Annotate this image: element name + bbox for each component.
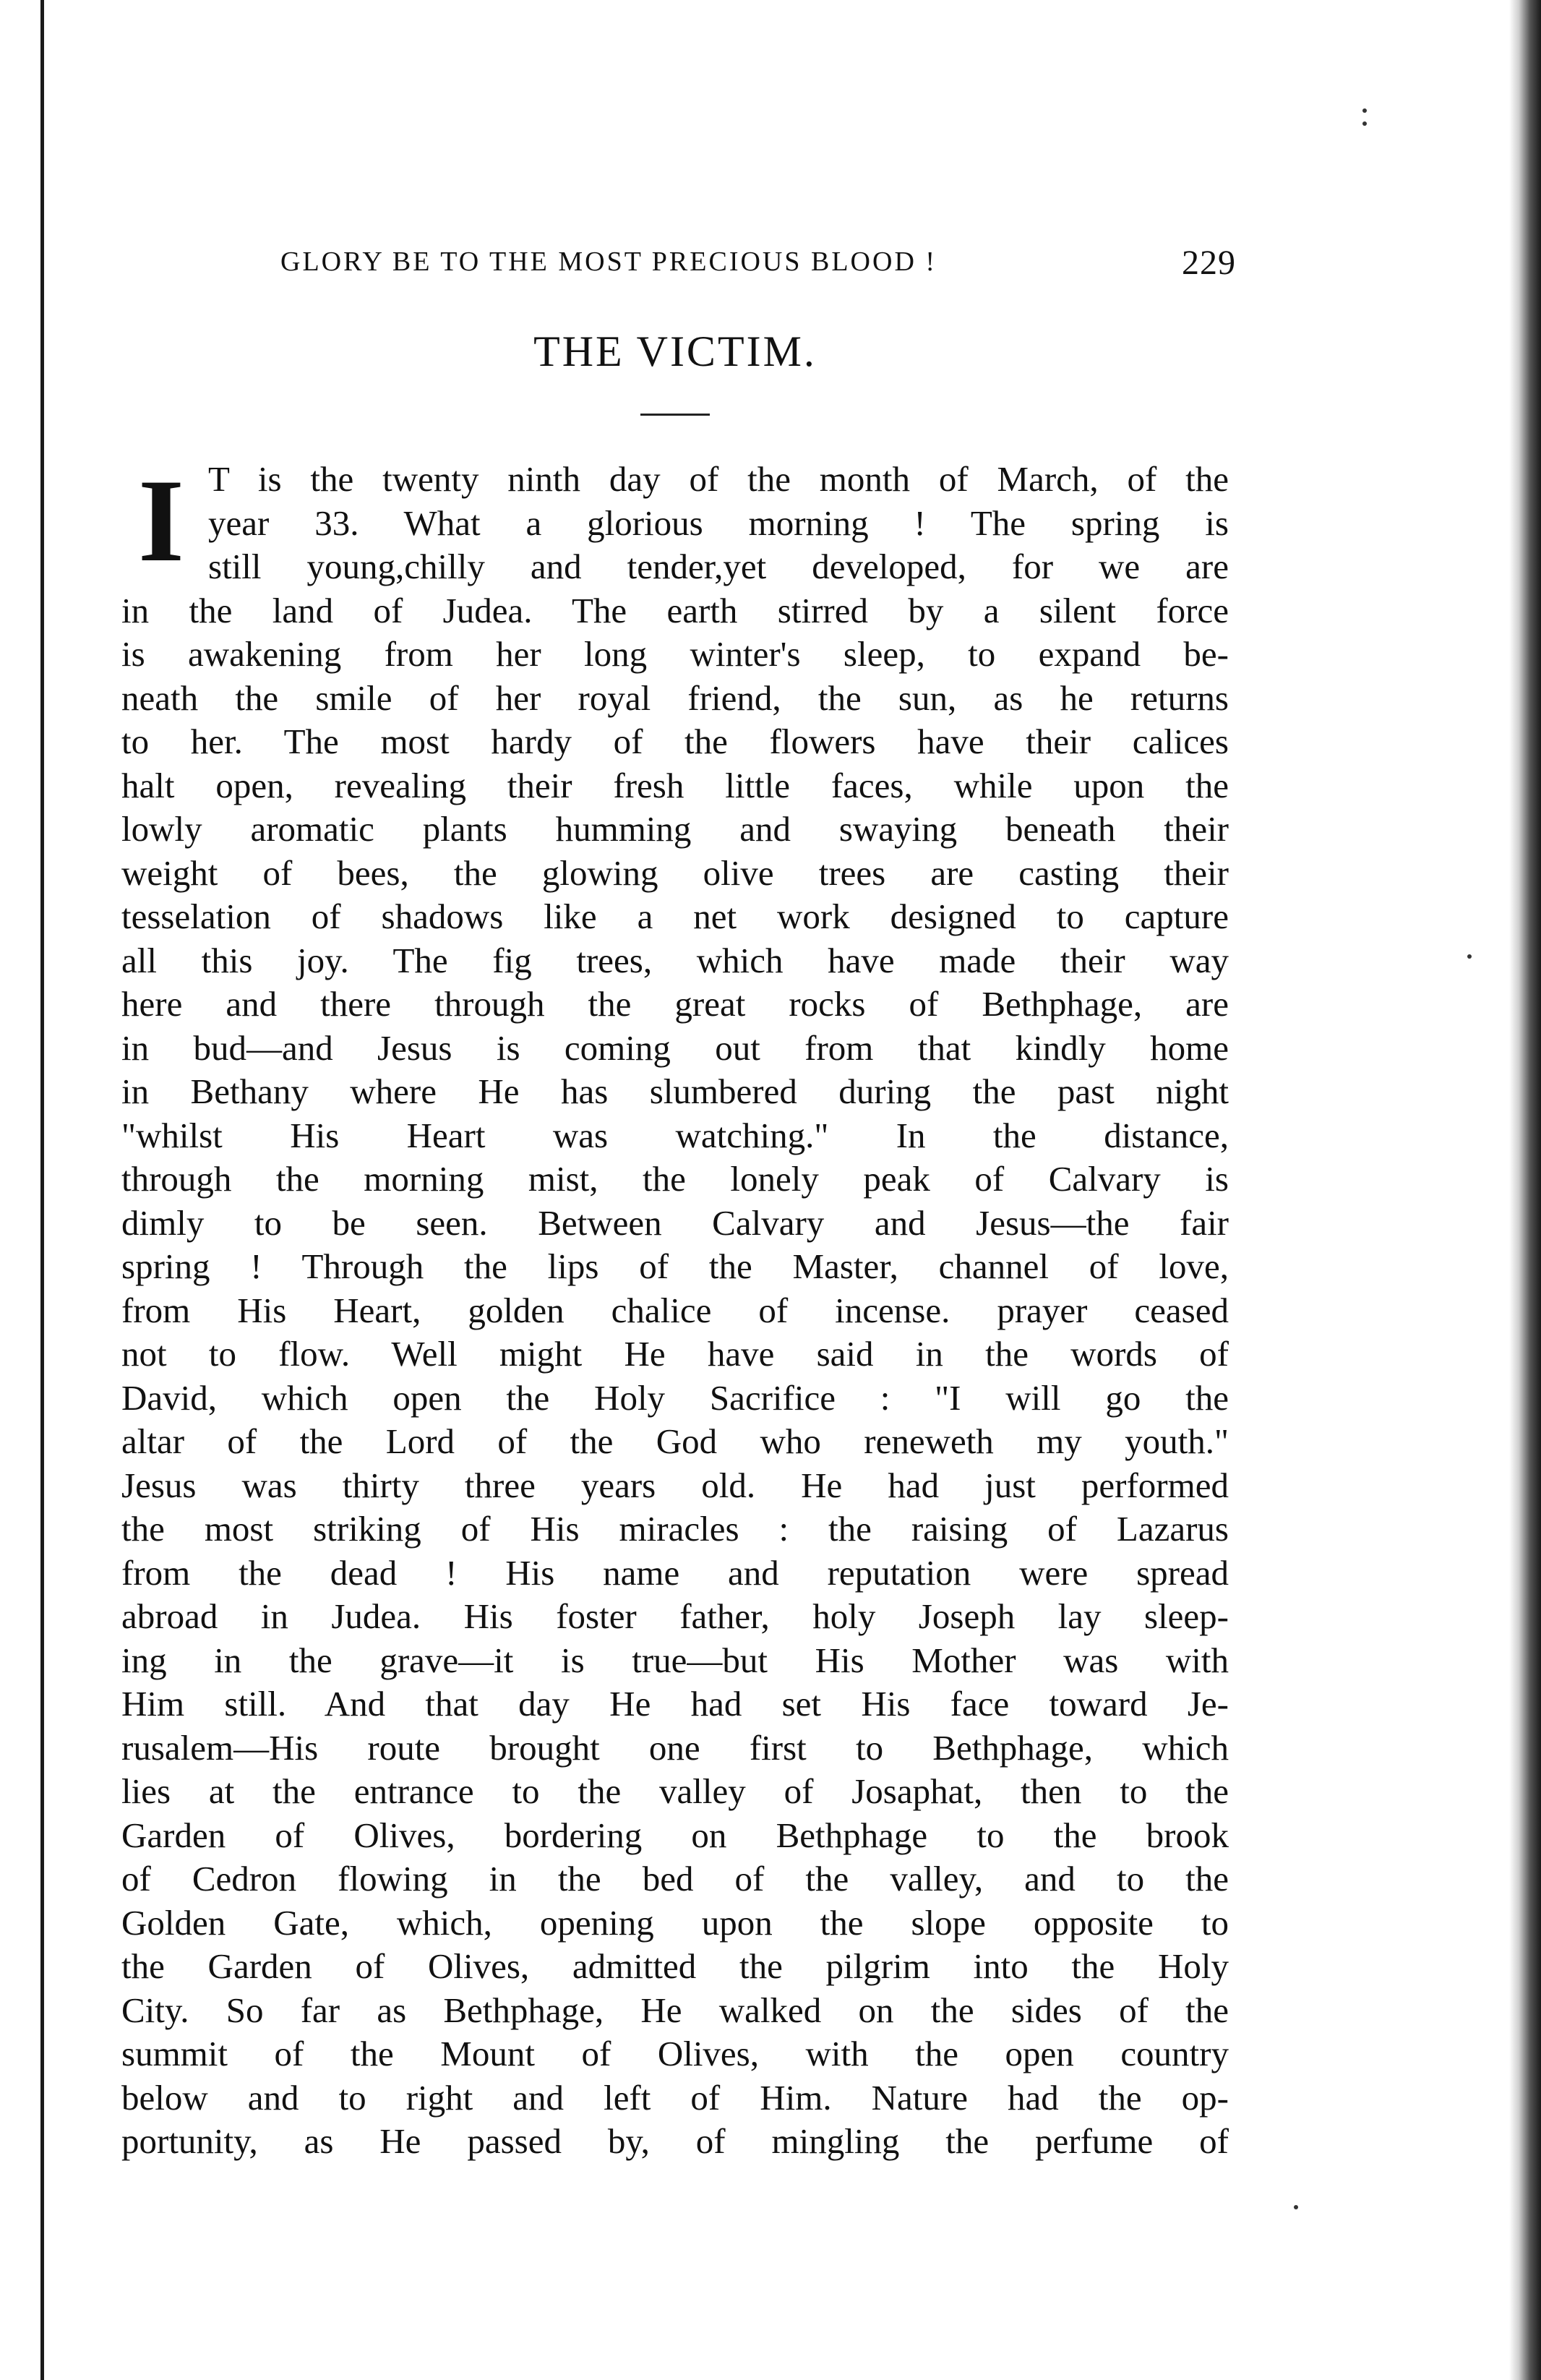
- print-speck: [1362, 108, 1367, 113]
- text-line: year 33. What a glorious morning ! The spring is: [208, 502, 1229, 543]
- text-line: not to flow. Well might He have said in the words of: [121, 1334, 1229, 1374]
- text-line: of Cedron flowing in the bed of the valley, and to the: [121, 1859, 1229, 1899]
- text-line: abroad in Judea. His foster father, holy Joseph lay sleep-: [121, 1596, 1229, 1636]
- text-line: spring ! Through the lips of the Master, channel of love,: [121, 1246, 1229, 1286]
- text-line: in bud—and Jesus is coming out from that kindly home: [121, 1027, 1229, 1068]
- drop-cap: I: [138, 455, 184, 586]
- text-line: lies at the entrance to the valley of Josaphat, then to the: [121, 1771, 1229, 1811]
- body-text: [121, 455, 1229, 2164]
- text-line: halt open, revealing their fresh little faces, while upon the: [121, 765, 1229, 805]
- chapter-title: THE VICTIM.: [533, 328, 817, 375]
- title-divider: [640, 414, 710, 416]
- text-line: dimly to be seen. Between Calvary and Jesus—the fair: [121, 1202, 1229, 1243]
- print-speck: [1362, 121, 1367, 126]
- text-line: altar of the Lord of the God who reneweth my youth.": [121, 1421, 1229, 1461]
- text-line: David, which open the Holy Sacrifice : "I will go the: [121, 1377, 1229, 1418]
- text-line: still young,chilly and tender,yet developed, for we are: [208, 547, 1229, 586]
- text-line: all this joy. The fig trees, which have made their way: [121, 940, 1229, 980]
- text-line: from His Heart, golden chalice of incense. prayer ceased: [121, 1290, 1229, 1330]
- text-line: from the dead ! His name and reputation were spread: [121, 1552, 1229, 1593]
- text-line: T is the twenty ninth day of the month of March, of the: [208, 459, 1229, 499]
- text-line: rusalem—His route brought one first to Bethphage, which: [121, 1727, 1229, 1768]
- print-speck: [1467, 954, 1472, 959]
- running-title: GLORY BE TO THE MOST PRECIOUS BLOOD !: [280, 247, 937, 277]
- page-left-border: [40, 0, 44, 2380]
- text-line: below and to right and left of Him. Nature had the op-: [121, 2077, 1229, 2118]
- running-head: [121, 244, 1236, 289]
- text-line: Jesus was thirty three years old. He had just performed: [121, 1465, 1229, 1505]
- text-line: through the morning mist, the lonely peak of Calvary is: [121, 1159, 1229, 1199]
- text-line: neath the smile of her royal friend, the sun, as he returns: [121, 677, 1229, 718]
- text-line: summit of the Mount of Olives, with the open country: [121, 2034, 1229, 2073]
- text-line: ing in the grave—it is true—but His Mother was with: [121, 1640, 1229, 1680]
- text-line: in Bethany where He has slumbered during the past night: [121, 1071, 1229, 1111]
- text-line: lowly aromatic plants humming and swaying beneath their: [121, 809, 1229, 849]
- text-line: in the land of Judea. The earth stirred by a silent force: [121, 590, 1229, 630]
- text-line: Golden Gate, which, opening upon the slope opposite to: [121, 1902, 1229, 1943]
- text-line: is awakening from her long winter's sleep, to expand be-: [121, 634, 1229, 674]
- text-line: weight of bees, the glowing olive trees are casting their: [121, 852, 1229, 893]
- print-speck: [1294, 2205, 1298, 2209]
- text-line: the Garden of Olives, admitted the pilgrim into the Holy: [121, 1946, 1229, 1986]
- text-line: to her. The most hardy of the flowers have their calices: [121, 722, 1229, 761]
- text-line: the most striking of His miracles : the raising of Lazarus: [121, 1509, 1229, 1549]
- text-line: Him still. And that day He had set His face toward Je-: [121, 1684, 1229, 1724]
- text-line: Garden of Olives, bordering on Bethphage to the brook: [121, 1815, 1229, 1855]
- page-right-edge-shadow: [1509, 0, 1541, 2380]
- page-number: 229: [1182, 244, 1236, 282]
- text-line: City. So far as Bethphage, He walked on the sides of the: [121, 1990, 1229, 2030]
- text-line: here and there through the great rocks of Bethphage, are: [121, 984, 1229, 1024]
- book-page: [121, 244, 1236, 2164]
- text-line: portunity, as He passed by, of mingling the perfume of: [121, 2121, 1229, 2161]
- text-line: tesselation of shadows like a net work designed to capture: [121, 896, 1229, 936]
- text-line: "whilst His Heart was watching." In the distance,: [121, 1115, 1229, 1155]
